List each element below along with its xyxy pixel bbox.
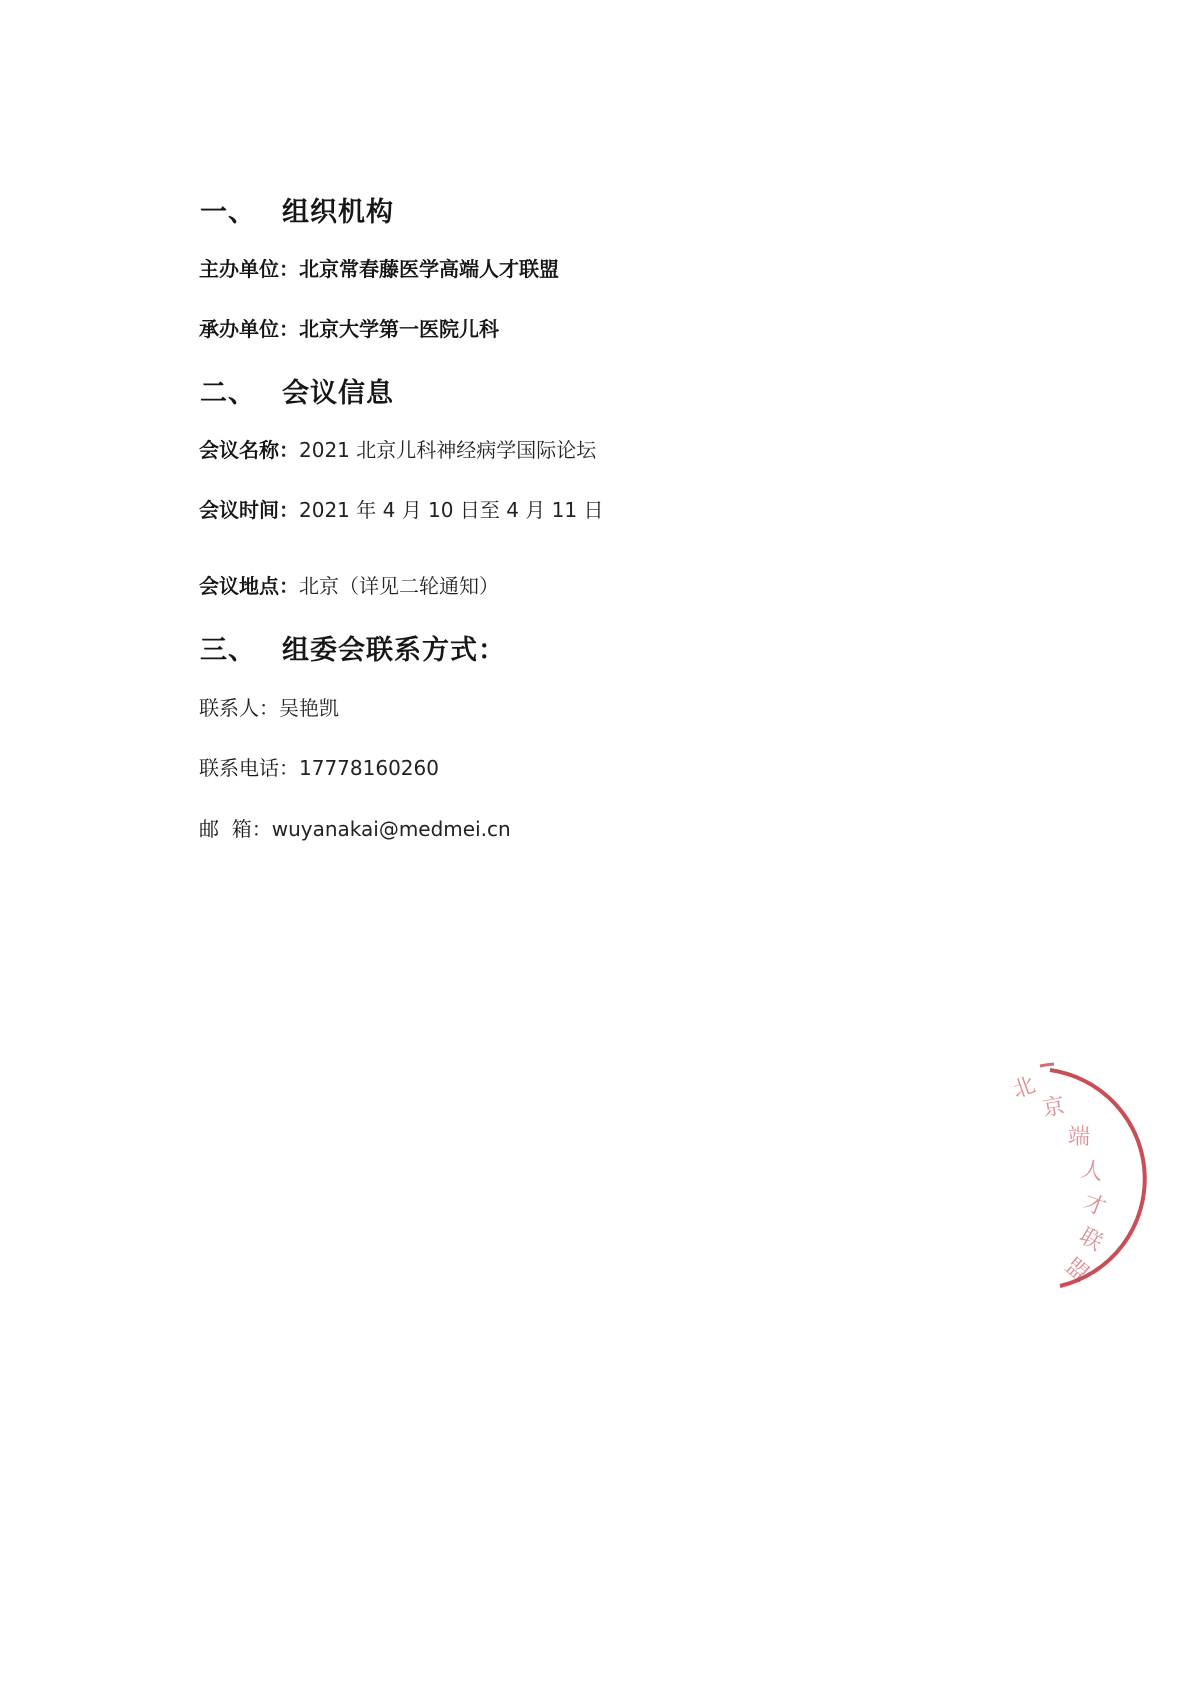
meeting-name-line: [199, 434, 596, 463]
section-title: 组委会联系方式：: [282, 635, 506, 666]
contact-email-label: 邮 箱: [199, 817, 252, 841]
meeting-time-line: [199, 494, 603, 523]
svg-text:盟: 盟: [1060, 1253, 1094, 1287]
svg-text:人: 人: [1078, 1157, 1105, 1186]
contact-person-line: [199, 692, 339, 721]
meeting-location-label: 会议地点: [199, 574, 279, 598]
contact-person-value: 吴艳凯: [279, 696, 339, 720]
meeting-name-value: 2021 北京儿科神经病学国际论坛: [299, 438, 597, 462]
contact-phone-line: [199, 752, 439, 781]
svg-text:京: 京: [1040, 1093, 1067, 1122]
meeting-time-label: 会议时间: [199, 498, 279, 522]
svg-text:北: 北: [1010, 1072, 1039, 1104]
contact-phone-value: 17778160260: [299, 756, 439, 780]
organizer-label: 主办单位: [199, 257, 279, 281]
meeting-location-colon: ：: [279, 574, 299, 598]
meeting-name-colon: ：: [279, 438, 299, 462]
section-heading-contact: [200, 628, 506, 667]
contact-phone-colon: ：: [279, 756, 299, 780]
host-value: 北京大学第一医院儿科: [299, 317, 499, 341]
meeting-location-value: 北京（详见二轮通知）: [299, 574, 499, 598]
svg-text:才: 才: [1079, 1190, 1110, 1222]
meeting-location-line: [199, 570, 499, 599]
official-seal-stamp: [1010, 1058, 1160, 1298]
meeting-time-colon: ：: [279, 498, 299, 522]
host-label: 承办单位: [199, 317, 279, 341]
contact-email-value: wuyanakai@medmei.cn: [271, 817, 511, 841]
contact-email-colon: ：: [251, 817, 272, 841]
organizer-value: 北京常春藤医学高端人才联盟: [299, 257, 559, 281]
section-number: 一、: [200, 197, 256, 228]
section-number: 二、: [200, 378, 256, 409]
organizer-line: [199, 253, 559, 282]
section-heading-meeting-info: [200, 371, 394, 410]
section-heading-organization: [200, 190, 394, 229]
meeting-time-value: 2021 年 4 月 10 日至 4 月 11 日: [299, 498, 604, 522]
host-line: [199, 313, 499, 342]
section-number: 三、: [200, 635, 256, 666]
svg-text:端: 端: [1068, 1125, 1091, 1150]
host-colon: ：: [279, 317, 299, 341]
organizer-colon: ：: [279, 257, 299, 281]
meeting-name-label: 会议名称: [199, 438, 279, 462]
section-title: 组织机构: [282, 197, 394, 228]
contact-phone-label: 联系电话: [199, 756, 279, 780]
contact-email-line: [199, 813, 511, 842]
svg-text:联: 联: [1075, 1223, 1107, 1257]
contact-person-label: 联系人: [199, 696, 259, 720]
contact-person-colon: ：: [259, 696, 279, 720]
section-title: 会议信息: [282, 378, 394, 409]
